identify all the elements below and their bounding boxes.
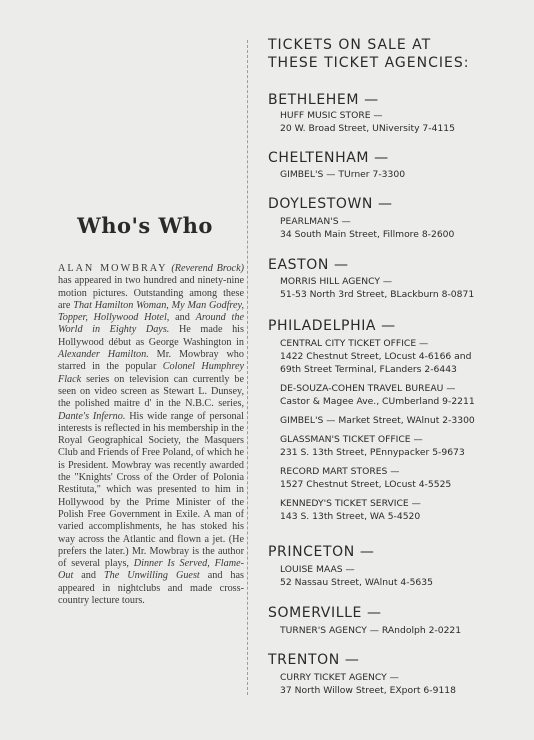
city-bethlehem: BETHLEHEM —	[268, 92, 379, 108]
agency-line: 231 S. 13th Street, PEnnypacker 5-9673	[280, 447, 465, 458]
agency-princeton	[280, 563, 516, 589]
bio-film-titles: That Hamilton Woman, My Man Godfrey, Topper, Hollywood Hotel,	[58, 299, 245, 324]
agency-line: 1422 Chestnut Street, LOcust 4-6166 and	[280, 351, 472, 362]
agency-line: 1527 Chestnut Street, LOcust 4-5525	[280, 479, 452, 490]
agency-line: GLASSMAN'S TICKET OFFICE —	[280, 434, 423, 445]
bio-text: series on television can currently be seen on video screen as Stewart L. Dunsey, the polished maitre d' in the N.B.C. series,	[58, 373, 244, 410]
city-cheltenham: CHELTENHAM —	[268, 150, 389, 166]
tickets-header	[268, 36, 469, 72]
agency-line: MORRIS HILL AGENCY —	[280, 276, 393, 287]
agency-line: GIMBEL'S — TUrner 7-3300	[280, 169, 406, 180]
city-princeton: PRINCETON —	[268, 544, 375, 560]
agency-line: RECORD MART STORES —	[280, 466, 400, 477]
agency-line: Castor & Magee Ave., CUmberland 9-2211	[280, 396, 475, 407]
agency-line: KENNEDY'S TICKET SERVICE —	[280, 498, 421, 509]
bio-series-title: Dante's Inferno.	[58, 410, 126, 422]
city-philadelphia: PHILADELPHIA —	[268, 318, 396, 334]
bio-play-title: The Unwilling Guest	[103, 570, 200, 582]
agency-line: CENTRAL CITY TICKET OFFICE —	[280, 338, 429, 349]
agency-philadelphia	[280, 337, 516, 523]
whos-who-heading: Who's Who	[77, 213, 213, 238]
bio-play-titles: Dinner Is Served, Flame-Out	[58, 558, 245, 582]
tickets-header-line-1: TICKETS ON SALE AT	[268, 37, 432, 53]
agency-line: HUFF MUSIC STORE —	[280, 110, 383, 121]
bio-text: and	[169, 312, 196, 324]
city-trenton: TRENTON —	[268, 652, 360, 668]
agency-line: CURRY TICKET AGENCY —	[280, 672, 399, 683]
city-somerville: SOMERVILLE —	[268, 605, 382, 621]
agency-line: 34 South Main Street, Fillmore 8-2600	[280, 229, 455, 240]
tickets-header-line-2: THESE TICKET AGENCIES:	[268, 55, 470, 71]
bio-text: has appeared in two hundred and ninety-nine motion pictures. Outstanding among these are	[58, 275, 244, 311]
agency-line: LOUISE MAAS —	[280, 564, 355, 575]
agency-line: 20 W. Broad Street, UNiversity 7-4115	[280, 123, 455, 134]
agency-line: 51-53 North 3rd Street, BLackburn 8-0871	[280, 289, 475, 300]
alan-mowbray-bio	[58, 263, 244, 607]
agency-somerville	[280, 624, 516, 637]
agency-line: DE-SOUZA-COHEN TRAVEL BUREAU —	[280, 383, 456, 394]
agency-line: 143 S. 13th Street, WA 5-4520	[280, 511, 421, 522]
bio-role: (Reverend Brock)	[171, 263, 244, 274]
agency-line: GIMBEL'S — Market Street, WAlnut 2-3300	[280, 415, 475, 426]
bio-text: His wide range of personal interests is reflected in his membership in the Royal Geographical Society, the Masquers Club and Friends of Free Poland, of which he is President. Mowbray was recently awarded the "Knights' Cross of the Order of Polonia Restituta," which was presented to him in Hollywood by the Prime Minister of the Polish Free Government in Exile. A man of varied accomplishments, he has stoked his way across the Atlantic and flown a jet. (He prefers the later.) Mr. Mowbray is the author of several plays,	[58, 410, 245, 570]
bio-text: and has appeared in nightclubs and made cross-country lecture tours.	[58, 570, 245, 607]
bio-name: ALAN MOWBRAY	[58, 263, 168, 274]
agency-line: 69th Street Terminal, FLanders 2-6443	[280, 364, 457, 375]
bio-film-title: Around the World in Eighty Days.	[58, 312, 244, 336]
bio-text: and	[73, 570, 104, 582]
agency-line: PEARLMAN'S —	[280, 216, 351, 227]
bio-series-title: Colonel Humphrey Flack	[58, 361, 244, 385]
agency-line: 37 North Willow Street, EXport 6-9118	[280, 685, 456, 696]
city-easton: EASTON —	[268, 257, 349, 273]
column-divider	[247, 40, 248, 695]
agency-trenton	[280, 671, 516, 697]
bio-text: Mr. Mowbray who starred in the popular	[58, 349, 244, 373]
agency-bethlehem	[280, 109, 516, 135]
agency-doylestown	[280, 215, 516, 241]
agency-line: 52 Nassau Street, WAlnut 4-5635	[280, 577, 433, 588]
city-doylestown: DOYLESTOWN —	[268, 196, 393, 212]
bio-film-title: Alexander Hamilton.	[58, 349, 149, 361]
agency-easton	[280, 275, 516, 301]
bio-text: He made his Hollywood début as George Washington in	[58, 324, 244, 348]
agency-line: TURNER'S AGENCY — RAndolph 2-0221	[280, 625, 462, 636]
agency-cheltenham	[280, 168, 516, 181]
